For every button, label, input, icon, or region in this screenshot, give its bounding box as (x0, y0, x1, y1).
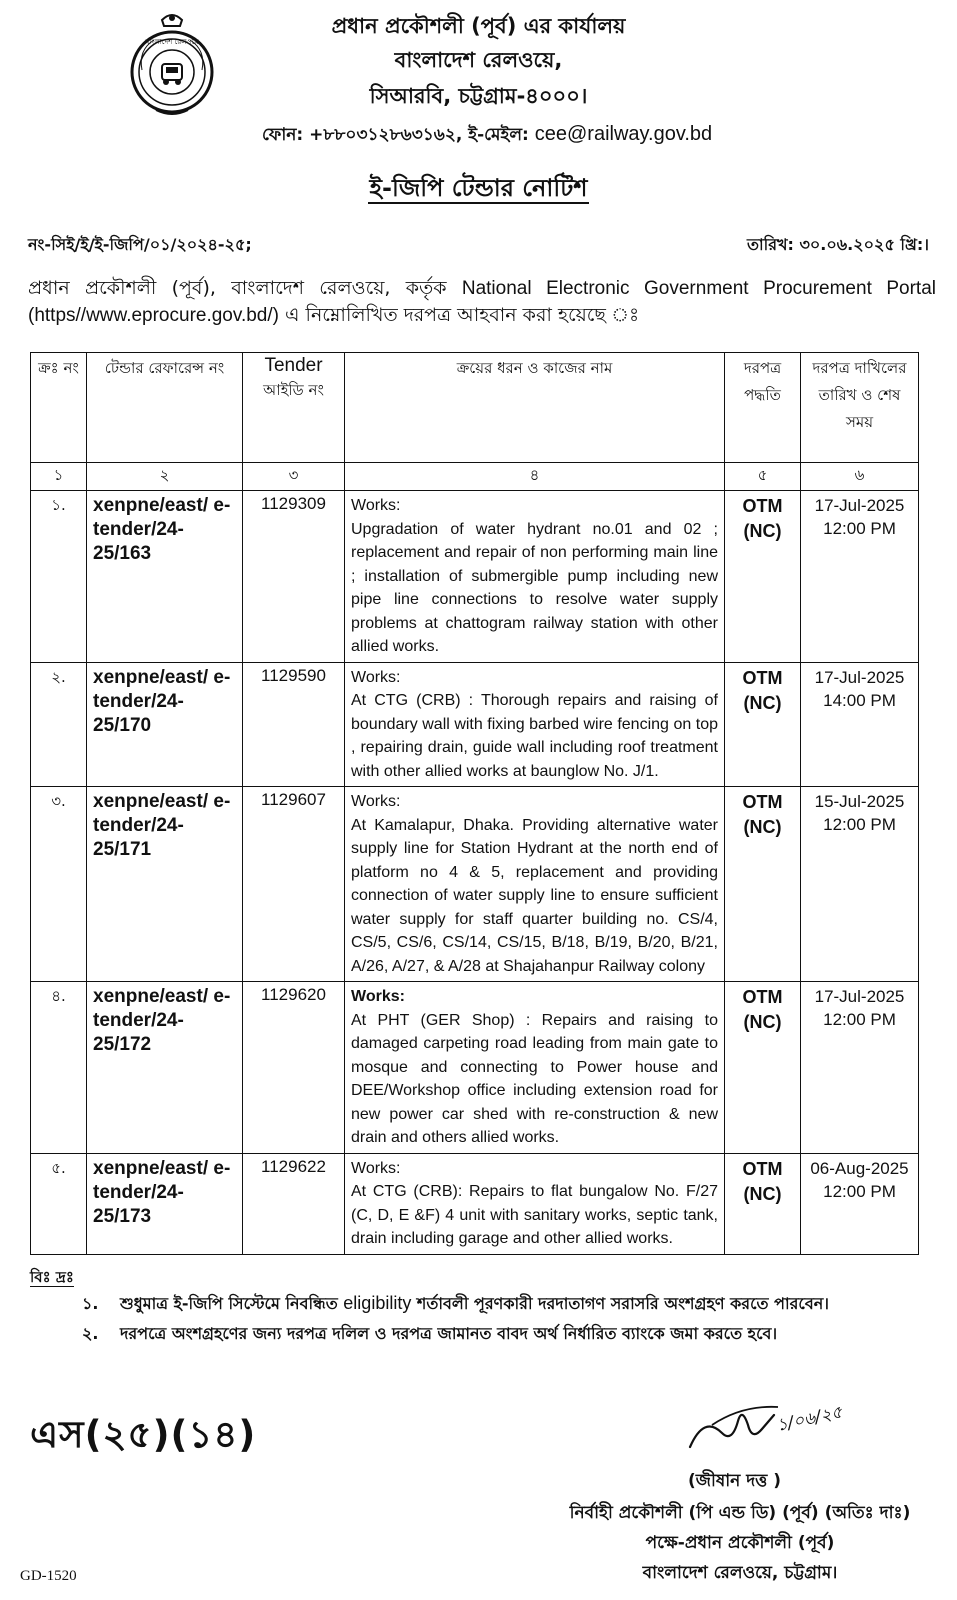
portal-name: National Electronic Government Procurement Portal (461, 278, 936, 299)
letterhead (0, 0, 957, 160)
reference-number: নং-সিই/ই/ই-জিপি/০১/২০২৪-২৫; (28, 235, 252, 254)
row-serial: ২. (31, 662, 87, 787)
col-num: ৩ (243, 463, 345, 491)
table-row (31, 662, 919, 787)
row-deadline: 17-Jul-2025 12:00 PM (801, 982, 919, 1154)
intro-line-1 (28, 275, 936, 302)
column-number-row (31, 463, 919, 491)
intro-bn-2: এ নিম্নোলিখিত দরপত্র আহবান করা হয়েছে ঃ (278, 304, 640, 326)
work-description: At CTG (CRB): Repairs to flat bungalow No. F/27 (C, D, E &F) 4 unit with sanitary works, septic tank, drain including garage and other allied works. (351, 1183, 718, 1247)
header-serial: ক্রঃ নং (31, 353, 87, 463)
row-serial: ৫. (31, 1153, 87, 1254)
work-description: At Kamalapur, Dhaka. Providing alternative water supply line for Station Hydrant at the north end of platform no 4 & 5, replacement and providing connection of water supply line to ensure sufficient water supply for staff quarter building no. CS/4, CS/5, CS/6, CS/14, CS/15, B/18, B/19, B/20, B/21, A/26, A/27, & A/28 at Shajahanpur Railway colony (351, 816, 718, 975)
portal-url[interactable]: (https//www.eprocure.gov.bd/) (28, 305, 279, 326)
signer-name: (জীষান দত্ত ) (688, 1471, 781, 1491)
designation-line-2: পক্ষে-প্রধান প্রকৌশলী (পূর্ব) (645, 1533, 835, 1553)
col-num: ২ (87, 463, 243, 491)
work-description: Upgradation of water hydrant no.01 and 02 ; replacement and repair of non performing main line ; installation of submergible pump including new pipe line connections to resolve water supply problems at chattogram railway station with other allied works. (351, 520, 718, 655)
work-type: Works: (351, 497, 401, 514)
row-deadline: 17-Jul-2025 12:00 PM (801, 491, 919, 663)
col-num: ৫ (725, 463, 801, 491)
row-method: OTM (NC) (725, 787, 801, 982)
tender-table (30, 352, 919, 1255)
header-tender-bn: আইডি নং (263, 381, 324, 399)
svg-text:বাংলাদেশ রেলওয়ে: বাংলাদেশ রেলওয়ে (145, 38, 199, 46)
notice-title: ই-জিপি টেন্ডার নোটিশ (369, 174, 588, 202)
intro-line-2 (28, 302, 936, 329)
row-reference: xenpne/east/ e-tender/24- 25/163 (87, 491, 243, 663)
row-reference: xenpne/east/ e-tender/24- 25/173 (87, 1153, 243, 1254)
header-work: ক্রয়ের ধরন ও কাজের নাম (345, 353, 725, 463)
table-row (31, 1153, 919, 1254)
office-address: সিআরবি, চট্টগ্রাম-৪০০০। (369, 84, 588, 108)
header-reference: টেন্ডার রেফারেন্স নং (87, 353, 243, 463)
row-deadline: 06-Aug-2025 12:00 PM (801, 1153, 919, 1254)
row-method: OTM (NC) (725, 1153, 801, 1254)
table-row (31, 982, 919, 1154)
table-header-row (31, 353, 919, 463)
row-tender-id: 1129607 (243, 787, 345, 982)
designation-line-3: বাংলাদেশ রেলওয়ে, চট্টগ্রাম। (642, 1563, 838, 1583)
signature (682, 1385, 852, 1465)
row-method: OTM (NC) (725, 982, 801, 1154)
office-name: প্রধান প্রকৌশলী (পূর্ব) এর কার্যালয় (331, 14, 626, 38)
row-deadline: 15-Jul-2025 12:00 PM (801, 787, 919, 982)
col-num: ১ (31, 463, 87, 491)
table-row (31, 787, 919, 982)
row-serial: ৩. (31, 787, 87, 982)
intro-bn: প্রধান প্রকৌশলী (পূর্ব), বাংলাদেশ রেলওয়ে, কর্তৃক (28, 277, 462, 299)
row-tender-id: 1129622 (243, 1153, 345, 1254)
row-reference: xenpne/east/ e-tender/24- 25/170 (87, 662, 243, 787)
email-link[interactable]: cee@railway.gov.bd (534, 123, 713, 145)
row-deadline: 17-Jul-2025 14:00 PM (801, 662, 919, 787)
publication-code: এস(২৫)(১৪) (30, 1413, 257, 1456)
eligibility-term: eligibility (343, 1293, 412, 1313)
note-item: ১. শুধুমাত্র ই-জিপি সিস্টেমে নিবন্ধিত eligibility শর্তাবলী পূরণকারী দরদাতাগণ সরাসরি অংশগ্রহণ করতে পারবেন। (82, 1291, 829, 1318)
svg-text:১/০৬/২৫: ১/০৬/২৫ (774, 1402, 845, 1436)
row-reference: xenpne/east/ e-tender/24- 25/171 (87, 787, 243, 982)
phone-text: ফোন: +৮৮০৩১২৮৬৩১৬২, ই-মেইল: (262, 125, 535, 145)
notice-date: তারিখ: ৩০.০৬.২০২৫ খ্রি:। (746, 235, 929, 254)
col-num: ৪ (345, 463, 725, 491)
work-type: Works: (351, 793, 401, 810)
row-serial: ৪. (31, 982, 87, 1154)
note-number: ১. (82, 1294, 99, 1313)
row-method: OTM (NC) (725, 662, 801, 787)
organization-name: বাংলাদেশ রেলওয়ে, (394, 48, 563, 72)
row-serial: ১. (31, 491, 87, 663)
row-tender-id: 1129620 (243, 982, 345, 1154)
header-deadline: দরপত্র দাখিলের তারিখ ও শেষ সময় (801, 353, 919, 463)
header-tender-id (243, 353, 345, 463)
work-type: Works: (351, 988, 405, 1005)
row-work (345, 787, 725, 982)
row-tender-id: 1129309 (243, 491, 345, 663)
row-method: OTM (NC) (725, 491, 801, 663)
designation-line-1: নির্বাহী প্রকৌশলী (পি এন্ড ডি) (পূর্ব) (অতিঃ দাঃ) (569, 1503, 911, 1523)
contact-line (262, 122, 712, 150)
note-number: ২. (82, 1324, 99, 1343)
work-type: Works: (351, 668, 401, 686)
table-row (31, 491, 919, 663)
gd-number: GD-1520 (20, 1568, 77, 1584)
work-type: Works: (351, 1159, 401, 1177)
col-num: ৬ (801, 463, 919, 491)
header-tender-en: Tender (264, 355, 323, 376)
row-work (345, 1153, 725, 1254)
row-work (345, 491, 725, 663)
notes-heading: বিঃ দ্রঃ (30, 1268, 74, 1286)
header-method: দরপত্র পদ্ধতি (725, 353, 801, 463)
note-item: ২. দরপত্রে অংশগ্রহণের জন্য দরপত্র দলিল ও দরপত্র জামানত বাবদ অর্থ নির্ধারিত ব্যাংকে জমা করতে হবে। (82, 1321, 777, 1348)
row-work (345, 662, 725, 787)
row-reference: xenpne/east/ e-tender/24- 25/172 (87, 982, 243, 1154)
work-description: At PHT (GER Shop) : Repairs and raising to damaged carpeting road leading from main gate to mosque and connecting to Power house and DEE/Workshop office including extension road for new power car shed with re-construction & new drain and others allied works. (351, 1011, 718, 1146)
row-work (345, 982, 725, 1154)
row-tender-id: 1129590 (243, 662, 345, 787)
work-description: At CTG (CRB) : Thorough repairs and raising of boundary wall with fixing barbed wire fencing on top , repairing drain, guide wall including roof treatment with other allied works at baunglow No. J/1. (351, 692, 718, 780)
